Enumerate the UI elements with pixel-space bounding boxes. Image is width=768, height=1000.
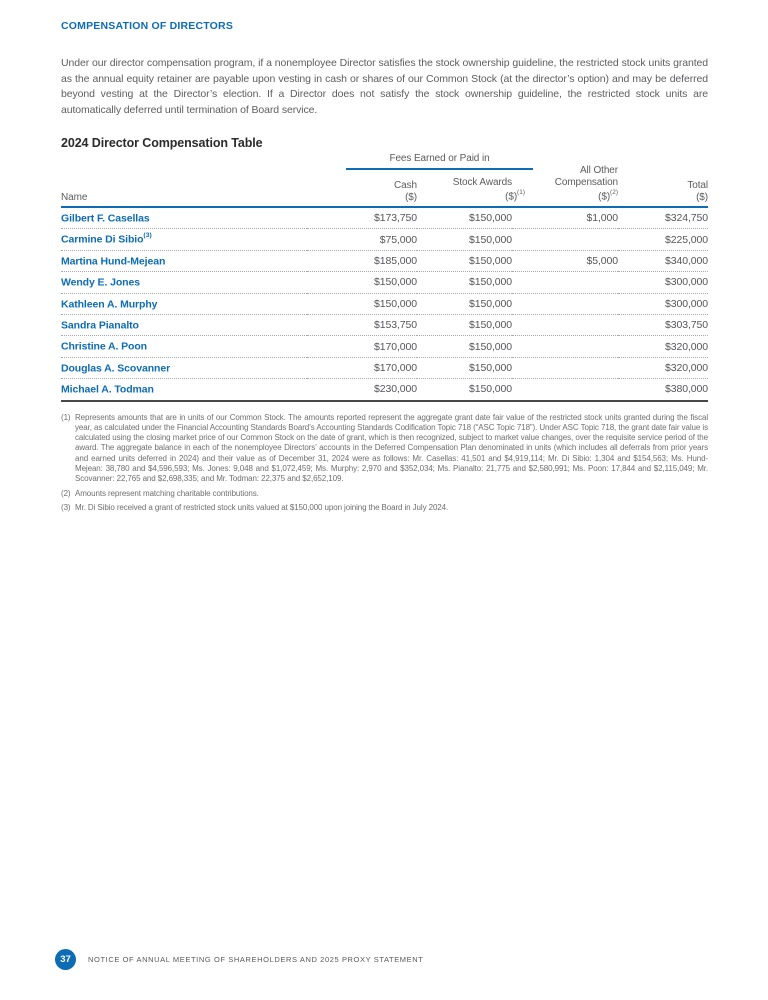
table-row [61, 250, 708, 271]
director-name-cell: Kathleen A. Murphy [61, 293, 307, 314]
other-compensation-value-cell [512, 314, 618, 335]
column-header-cash: Cash ($) [394, 180, 417, 203]
column-header-total: Total ($) [687, 180, 708, 203]
page-content [61, 20, 708, 517]
other-compensation-value-cell [512, 229, 618, 250]
table-row [61, 229, 708, 250]
footnote-item [61, 503, 708, 513]
stock-awards-value-cell: $150,000 [417, 357, 512, 378]
total-value-cell: $300,000 [618, 293, 708, 314]
total-value-cell: $303,750 [618, 314, 708, 335]
table-title: 2024 Director Compensation Table [61, 136, 263, 150]
section-heading: COMPENSATION OF DIRECTORS [61, 20, 234, 32]
cash-value-cell: $170,000 [307, 357, 417, 378]
column-header-stock-awards: Stock Awards ($)$^{(1)}$ [452, 176, 525, 203]
footnote-marker: (2) [61, 488, 71, 498]
page-number-badge: 37 [55, 949, 76, 970]
cash-value-cell: $230,000 [374, 383, 417, 396]
table-row [61, 336, 708, 357]
cash-value-cell: $173,750 [307, 207, 417, 229]
total-value-cell: $300,000 [618, 272, 708, 293]
other-compensation-value-cell: $1,000 [512, 207, 618, 229]
director-name-cell: Christine A. Poon [61, 336, 307, 357]
stock-awards-value-cell: $150,000 [417, 250, 512, 271]
table-row [61, 293, 708, 314]
cash-value-cell: $170,000 [307, 336, 417, 357]
footnote-text: Represents amounts that are in units of our Common Stock. The amounts reported represent the aggregate grant date fair value of the restricted stock units granted during the fiscal year, as calculated under the Financial Accounting Standards Board’s Accounting Standards Codification Topic 718 (“ASC Topic 718”). Under ASC Topic 718, the grant date fair value is calculated using the closing market price of our Common Stock on the date of grant, which is then recognized, subject to market value changes, over the requisite service period of the award. The aggregate balance in each of the nonemployee Directors’ accounts in the Deferred Compensation Plan denominated in units (which includes all deferrals from prior years and earned units deferred in 2024) and their value as of December 31, 2024 were as follows: Mr. Casellas: 41,501 and $4,919,114; Mr. Di Sibio: 1,304 and $154,563; Ms. Hund-Mejean: 38,780 and $4,596,593; Ms. Jones: 9,048 and $1,072,459; Ms. Murphy: 2,970 and $352,034; Ms. Pianalto: 21,775 and $2,580,991; Ms. Poon: 17,844 and $2,115,049; Mr. Scovanner: 22,765 and $2,698,335; and Mr. Todman: 22,375 and $2,652,109. [75, 412, 708, 484]
other-compensation-value-cell [512, 336, 618, 357]
director-name-cell: Martina Hund-Mejean [61, 250, 307, 271]
director-name-cell: Gilbert F. Casellas [61, 207, 307, 229]
table-row [61, 314, 708, 335]
other-compensation-value-cell [512, 293, 618, 314]
footnote-item [61, 489, 708, 499]
total-value-cell: $320,000 [618, 357, 708, 378]
cash-value-cell: $150,000 [307, 293, 417, 314]
director-name-cell: Douglas A. Scovanner [61, 357, 307, 378]
intro-paragraph: Under our director compensation program, if a nonemployee Director satisfies the stock ownership guideline, the restricted stock units granted as the annual equity retainer are payable upon vesting in cash or shares of our Common Stock (at the director’s option) and may be deferred beyond vesting at the Director’s election. If a Director does not satisfy the stock ownership guideline, the restricted stock units are automatically deferred until termination of Board service. [61, 57, 708, 116]
director-name-cell: Sandra Pianalto [61, 314, 307, 335]
footnote-marker: (1) [61, 412, 71, 422]
other-compensation-value-cell [512, 272, 618, 293]
footnote-text: Mr. Di Sibio received a grant of restricted stock units valued at $150,000 upon joining the Board in July 2024. [75, 502, 449, 512]
cash-value-cell: $185,000 [307, 250, 417, 271]
other-compensation-value-cell [512, 357, 618, 378]
cash-value-cell: $153,750 [307, 314, 417, 335]
total-value-cell: $225,000 [618, 229, 708, 250]
stock-awards-value-cell: $150,000 [417, 293, 512, 314]
column-headers [61, 165, 708, 203]
table-row [61, 272, 708, 293]
other-compensation-value-cell [512, 379, 618, 401]
table-header [61, 152, 708, 206]
stock-awards-value-cell: $150,000 [417, 207, 512, 229]
total-value-cell: $320,000 [618, 336, 708, 357]
footnote-text: Amounts represent matching charitable contributions. [75, 488, 259, 498]
stock-awards-value-cell: $150,000 [417, 229, 512, 250]
cash-value-cell: $150,000 [307, 272, 417, 293]
footer-label: NOTICE OF ANNUAL MEETING OF SHAREHOLDERS AND 2025 PROXY STATEMENT [88, 955, 424, 964]
director-name-cell: Wendy E. Jones [61, 272, 307, 293]
compensation-table [61, 206, 708, 402]
column-header-all-other-compensation: All Other Compensation ($)$^{(2)}$ [554, 165, 618, 203]
compensation-table-body [61, 207, 708, 401]
footnote-1-ref: (1) [517, 189, 525, 197]
footnotes [61, 413, 708, 514]
stock-awards-value-cell: $150,000 [417, 336, 512, 357]
cash-value-cell: $75,000 [307, 229, 417, 250]
page-footer [55, 949, 423, 970]
column-header-name: Name [61, 191, 88, 203]
total-value-cell: $380,000 [665, 383, 708, 396]
stock-awards-value-cell: $150,000 [469, 383, 512, 396]
fees-group-header: Fees Earned or Paid in [346, 153, 533, 170]
director-name-cell: Michael A. Todman [61, 383, 154, 396]
footnote-marker: (3) [61, 502, 71, 512]
stock-awards-value-cell: $150,000 [417, 272, 512, 293]
table-row [61, 379, 708, 401]
total-value-cell: $324,750 [618, 207, 708, 229]
other-compensation-value-cell: $5,000 [512, 250, 618, 271]
table-row [61, 357, 708, 378]
table-row [61, 207, 708, 229]
footnote-item [61, 413, 708, 485]
footnote-2-ref: (2) [610, 189, 618, 197]
footnote-ref: (3) [143, 232, 152, 240]
stock-awards-value-cell: $150,000 [417, 314, 512, 335]
total-value-cell: $340,000 [618, 250, 708, 271]
director-name-cell: Carmine Di Sibio$^{(3)}$ [61, 229, 307, 250]
